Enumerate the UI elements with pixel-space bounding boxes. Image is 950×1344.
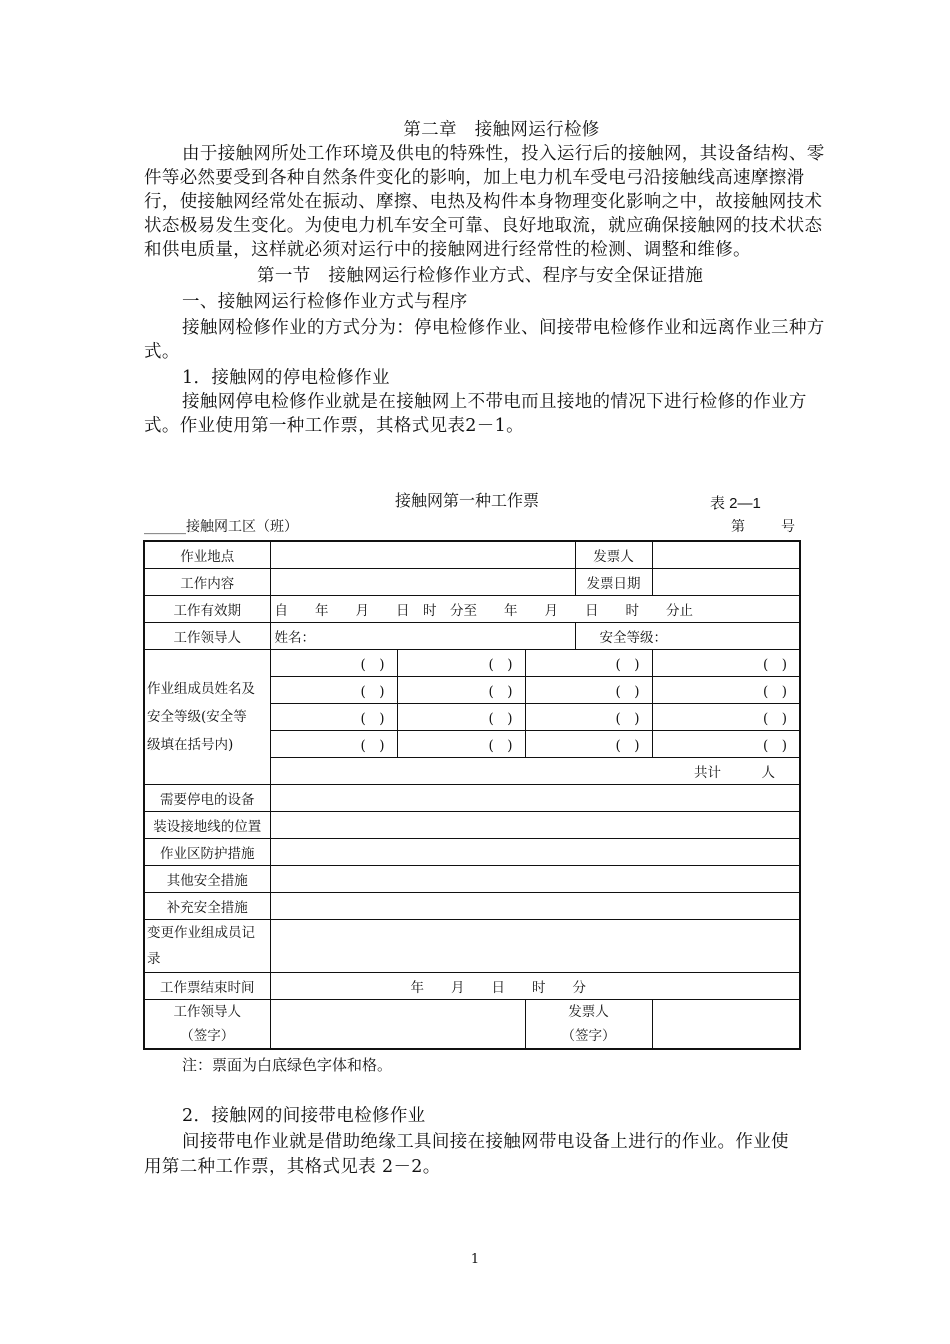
work-area-header: ______接触网工区（班） [144,519,298,535]
other-safety-field[interactable] [270,866,800,893]
issuer-label: 发票人 [575,541,652,569]
table-note: 注：票面为白底绿色字体和格。 [182,1056,393,1074]
item-1-line: 接触网停电检修作业就是在接触网上不带电而且接地的情况下进行检修的作业方 [182,392,807,412]
section-title: 第一节 接触网运行检修作业方式、程序与安全保证措施 [257,266,704,286]
item-2-line: 用第二种工作票，其格式见表 2－2。 [144,1157,441,1177]
members-label-line: 作业组成员姓名及 [147,681,255,697]
leader-sign-line: 工作领导人 [173,1004,241,1020]
change-members-field[interactable] [270,920,800,973]
member-field[interactable]: ( ) [525,704,652,731]
member-field[interactable]: ( ) [652,677,800,704]
power-off-label: 需要停电的设备 [144,785,270,812]
page-number: 1 [470,1252,480,1267]
table-row [144,839,800,866]
item-2-title: 2．接触网的间接带电检修作业 [182,1106,426,1126]
leader-sign-line: （签字） [180,1028,235,1044]
members-label-line: 安全等级(安全等 [147,709,247,725]
ground-wire-field[interactable] [270,812,800,839]
item-1-title: 1．接触网的停电检修作业 [182,368,390,388]
members-label [144,650,270,785]
power-off-field[interactable] [270,785,800,812]
member-field[interactable]: ( ) [397,650,525,677]
table-row [144,973,800,1000]
item-2-line: 间接带电作业就是借助绝缘工具间接在接触网带电设备上进行的作业。作业使 [182,1132,789,1152]
member-field[interactable]: ( ) [270,677,397,704]
ticket-no-suffix: 号 [781,519,795,535]
table-row [144,785,800,812]
intro-line: 行，使接触网经常处在振动、摩擦、电热及构件本身物理变化影响之中，故接触网技术 [144,192,823,212]
table-row [144,596,800,623]
member-field[interactable]: ( ) [270,704,397,731]
member-field[interactable]: ( ) [525,731,652,758]
content-label: 工作内容 [144,569,270,596]
subsection-title: 一、接触网运行检修作业方式与程序 [182,292,468,312]
intro-line: 状态极易发生变化。为使电力机车安全可靠、良好地取流，就应确保接触网的技术状态 [144,216,823,236]
end-time-label: 工作票结束时间 [144,973,270,1000]
member-field[interactable]: ( ) [397,704,525,731]
location-field[interactable] [270,541,575,569]
issuer-sign-label [525,1000,652,1050]
member-field[interactable]: ( ) [525,650,652,677]
leader-label: 工作领导人 [144,623,270,650]
member-field[interactable]: ( ) [270,731,397,758]
zone-protection-label: 作业区防护措施 [144,839,270,866]
ticket-no-label: 第 [731,519,745,535]
other-safety-label: 其他安全措施 [144,866,270,893]
safety-level-field[interactable]: 安全等级： [575,623,800,650]
issue-date-field[interactable] [652,569,800,596]
issuer-sign-line: （签字） [561,1028,616,1044]
member-field[interactable]: ( ) [270,650,397,677]
leader-sign-label [144,1000,270,1050]
member-field[interactable]: ( ) [652,650,800,677]
location-label: 作业地点 [144,541,270,569]
zone-protection-field[interactable] [270,839,800,866]
table-row [144,650,800,677]
table-row [144,1000,800,1050]
modes-line: 接触网检修作业的方式分为：停电检修作业、间接带电检修作业和远离作业三种方 [182,318,825,338]
table-number: 表 2—1 [710,495,761,512]
content-field[interactable] [270,569,575,596]
member-field[interactable]: ( ) [525,677,652,704]
intro-line: 和供电质量，这样就必须对运行中的接触网进行经常性的检测、调整和维修。 [144,240,751,260]
member-field[interactable]: ( ) [652,731,800,758]
table-row [144,569,800,596]
issuer-sign-field[interactable] [652,1000,800,1050]
table-row [144,541,800,569]
table-row [144,866,800,893]
intro-line: 由于接触网所处工作环境及供电的特殊性，投入运行后的接触网，其设备结构、零 [182,144,825,164]
end-time-field[interactable]: 年 月 日 时 分 [270,973,800,1000]
ground-wire-label: 装设接地线的位置 [144,812,270,839]
intro-line: 件等必然要受到各种自然条件变化的影响，加上电力机车受电弓沿接触线高速摩擦滑 [144,168,805,188]
validity-field[interactable]: 自 年 月 日 时 分至 年 月 日 时 分止 [270,596,800,623]
item-1-line: 式。作业使用第一种工作票，其格式见表2－1。 [144,416,524,436]
member-total: 共计 人 [270,758,800,785]
issuer-sign-line: 发票人 [568,1004,609,1020]
issue-date-label: 发票日期 [575,569,652,596]
member-field[interactable]: ( ) [397,677,525,704]
issuer-field[interactable] [652,541,800,569]
leader-sign-field[interactable] [270,1000,525,1050]
table-row [144,623,800,650]
modes-line: 式。 [144,342,180,362]
chapter-title: 第二章 接触网运行检修 [403,120,600,140]
change-members-line: 变更作业组成员记 [147,925,255,941]
table-row [144,920,800,973]
member-field[interactable]: ( ) [652,704,800,731]
change-members-label [144,920,270,973]
extra-safety-field[interactable] [270,893,800,920]
members-label-line: 级填在括号内) [147,737,234,753]
work-ticket-table [143,540,801,1050]
member-field[interactable]: ( ) [397,731,525,758]
table-title: 接触网第一种工作票 [395,491,540,510]
table-row [144,812,800,839]
extra-safety-label: 补充安全措施 [144,893,270,920]
leader-name-field[interactable]: 姓名： [270,623,575,650]
change-members-line: 录 [147,951,161,967]
table-row [144,893,800,920]
validity-label: 工作有效期 [144,596,270,623]
